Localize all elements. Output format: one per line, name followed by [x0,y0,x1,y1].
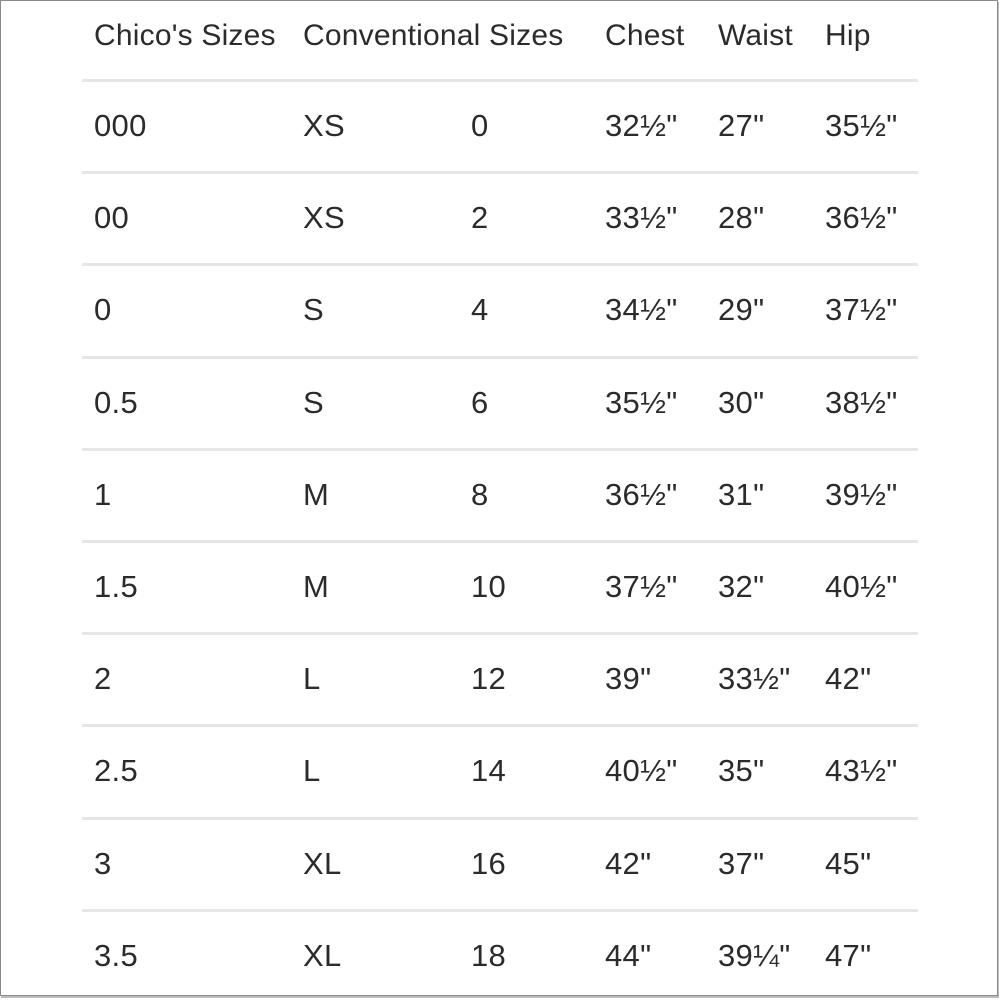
table-row [0,632,1000,724]
chicos-size-cell: 0 [94,292,112,328]
header-waist: Waist [718,19,793,52]
row-divider [82,263,918,266]
table-row [0,817,1000,909]
numeric-size-cell: 10 [471,569,507,604]
row-divider [82,724,918,727]
hip-cell: 38½" [825,384,898,420]
letter-size-cell: L [303,753,321,789]
header-chicos-sizes: Chico's Sizes [94,19,276,52]
header-hip: Hip [825,19,871,52]
chicos-size-cell: 1 [94,476,112,512]
waist-cell: 37" [718,845,765,881]
header-conventional-sizes: Conventional Sizes [303,19,564,52]
chest-cell: 37½" [605,569,678,604]
numeric-size-cell: 8 [471,476,489,512]
letter-size-cell: M [303,476,330,512]
hip-cell: 47" [825,937,872,973]
waist-cell: 27" [718,108,765,143]
letter-size-cell: S [303,292,324,328]
chicos-size-cell: 0.5 [94,384,138,420]
waist-cell: 31" [718,476,765,512]
row-divider [82,540,918,543]
row-divider [82,356,918,359]
chest-cell: 32½" [605,108,678,143]
waist-cell: 30" [718,384,765,420]
chest-cell: 42" [605,845,652,881]
chicos-size-cell: 2 [94,661,112,697]
numeric-size-cell: 0 [471,108,489,143]
chest-cell: 44" [605,937,652,973]
chicos-size-cell: 00 [94,200,130,236]
hip-cell: 42" [825,661,872,697]
waist-cell: 29" [718,292,765,328]
table-row [0,263,1000,355]
hip-cell: 43½" [825,753,898,789]
chest-cell: 39" [605,661,652,697]
chicos-size-cell: 2.5 [94,753,138,789]
letter-size-cell: XS [303,108,345,143]
letter-size-cell: XS [303,200,345,236]
table-row [0,356,1000,448]
table-row [0,171,1000,263]
chicos-size-cell: 3 [94,845,112,881]
row-divider [82,79,918,82]
row-divider [82,448,918,451]
hip-cell: 39½" [825,476,898,512]
row-divider [82,817,918,820]
numeric-size-cell: 14 [471,753,507,789]
letter-size-cell: XL [303,937,342,973]
waist-cell: 35" [718,753,765,789]
numeric-size-cell: 12 [471,661,507,697]
chest-cell: 40½" [605,753,678,789]
row-divider [82,632,918,635]
hip-cell: 35½" [825,108,898,143]
chest-cell: 34½" [605,292,678,328]
letter-size-cell: S [303,384,324,420]
row-divider [82,909,918,912]
numeric-size-cell: 18 [471,937,507,973]
chicos-size-cell: 000 [94,108,147,143]
hip-cell: 40½" [825,569,898,604]
table-row [0,448,1000,540]
table-row [0,724,1000,816]
letter-size-cell: L [303,661,321,697]
header-chest: Chest [605,19,685,52]
chicos-size-cell: 1.5 [94,569,138,604]
numeric-size-cell: 6 [471,384,489,420]
table-row [0,79,1000,171]
numeric-size-cell: 4 [471,292,489,328]
chest-cell: 36½" [605,476,678,512]
hip-cell: 36½" [825,200,898,236]
numeric-size-cell: 16 [471,845,507,881]
letter-size-cell: M [303,569,330,604]
waist-cell: 33½" [718,661,791,697]
hip-cell: 37½" [825,292,898,328]
letter-size-cell: XL [303,845,342,881]
table-row [0,909,1000,1001]
numeric-size-cell: 2 [471,200,489,236]
row-divider [82,171,918,174]
table-row [0,540,1000,632]
waist-cell: 32" [718,569,765,604]
waist-cell: 28" [718,200,765,236]
chest-cell: 35½" [605,384,678,420]
chest-cell: 33½" [605,200,678,236]
waist-cell: 39¼" [718,937,791,973]
hip-cell: 45" [825,845,872,881]
chicos-size-cell: 3.5 [94,937,138,973]
